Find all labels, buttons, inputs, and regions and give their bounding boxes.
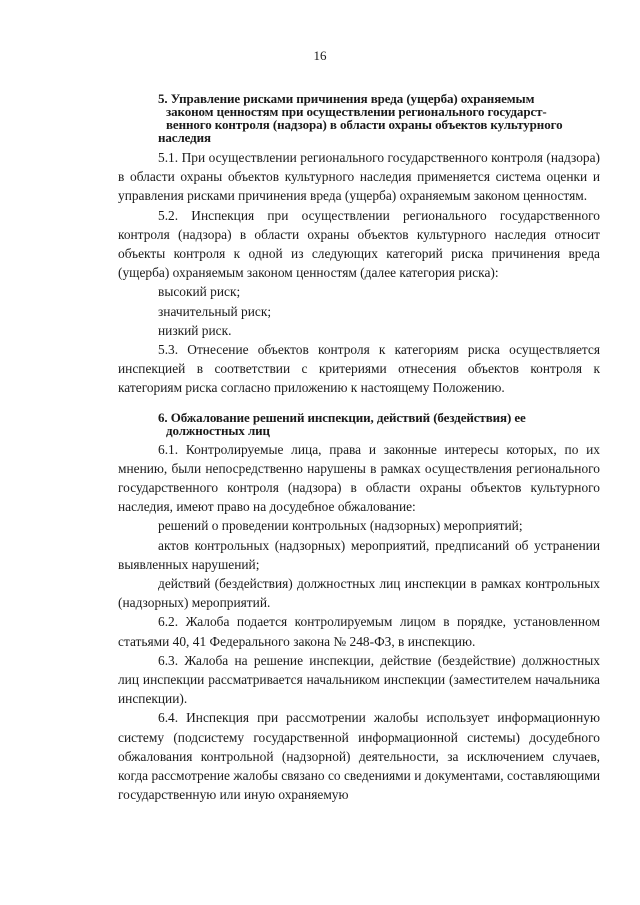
paragraph-6-2: 6.2. Жалоба подается контролируемым лицом в порядке, установленном статьями 40, 41 Федерального закона № 248-ФЗ, в инспекцию. <box>118 614 600 649</box>
document-body <box>118 92 600 805</box>
list-item-risk-significant: значительный риск; <box>158 303 272 319</box>
paragraph-5-2: 5.2. Инспекция при осуществлении регионального государственного контроля (надзора) в области охраны объектов культурного наследия относит объекты контроля к одной из следующих категорий риска причинения вреда (ущерба) охраняемым законом ценностям (далее категория риска): <box>118 207 600 281</box>
page-number: 16 <box>313 48 327 63</box>
section-5-title-line: венного контроля (надзора) в области охраны объектов культурного <box>166 117 563 132</box>
list-item-actions: действий (бездействия) должностных лиц инспекции в рамках контрольных (надзорных) мероприятий. <box>118 576 600 611</box>
section-6-body <box>118 440 600 805</box>
paragraph-5-1: 5.1. При осуществлении регионального государственного контроля (надзора) в области охраны объектов культурного наследия применяется система оценки и управления рисками причинения вреда (ущерба) охраняемым законом ценностям. <box>118 150 600 204</box>
section-6-title-line: 6. Обжалование решений инспекции, действий (бездействия) ее <box>158 409 526 425</box>
section-5-title <box>118 92 600 144</box>
paragraph-6-4: 6.4. Инспекция при рассмотрении жалобы использует информационную систему (подсистему государственной информационной системы) досудебного обжалования контрольной (надзорной) деятельности, за исключением случаев, когда рассмотрение жалобы связано со сведениями и документами, составляющими государственную или иную охраняемую <box>118 710 600 803</box>
list-item-risk-low: низкий риск. <box>158 322 232 338</box>
list-item-risk-high: высокий риск; <box>158 284 241 300</box>
section-6-title <box>118 411 600 437</box>
list-item-acts: актов контрольных (надзорных) мероприятий, предписаний об устранении выявленных нарушений; <box>118 537 600 572</box>
section-5-title-line: наследия <box>158 130 211 145</box>
section-6-title-line: должностных лиц <box>166 422 270 438</box>
section-5-title-line: 5. Управление рисками причинения вреда (ущерба) охраняемым <box>158 91 535 106</box>
list-item-decisions: решений о проведении контрольных (надзорных) мероприятий; <box>158 518 523 534</box>
section-5-title-line: законом ценностям при осуществлении регионального государст- <box>166 104 547 119</box>
paragraph-5-3: 5.3. Отнесение объектов контроля к категориям риска осуществляется инспекцией в соответствии с критериями отнесения объектов контроля к категориям риска согласно приложению к настоящему Положению. <box>118 342 600 396</box>
section-5-body <box>118 148 600 398</box>
paragraph-6-1: 6.1. Контролируемые лица, права и законные интересы которых, по их мнению, были непосредственно нарушены в рамках осуществления регионального государственного контроля (надзора) в области охраны объектов культурного наследия, имеют право на досудебное обжалование: <box>118 441 600 515</box>
paragraph-6-3: 6.3. Жалоба на решение инспекции, действие (бездействие) должностных лиц инспекции рассматривается начальником инспекции (заместителем начальника инспекции). <box>118 652 600 707</box>
